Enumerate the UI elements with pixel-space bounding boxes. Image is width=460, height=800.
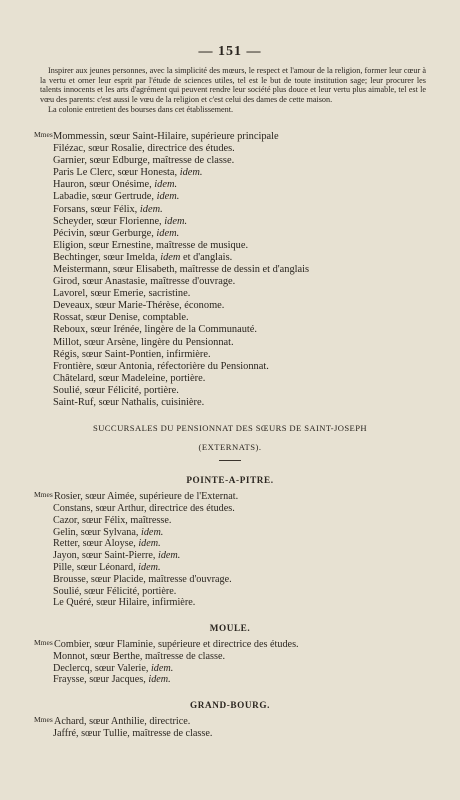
list-item <box>34 397 426 409</box>
title-prefix: Mmes <box>34 715 53 725</box>
entry-text: Scheyder, sœur Florienne, <box>53 215 165 227</box>
list-item <box>34 515 426 527</box>
entry-text: Le Quéré, sœur Hilaire, infirmière. <box>53 597 196 609</box>
list-item <box>34 240 426 252</box>
list-item <box>34 637 426 651</box>
entry-text: Frontière, sœur Antonia, réfectorière du Pensionnat. <box>53 360 269 372</box>
list-item <box>34 651 426 663</box>
entry-text: Pécivin, sœur Gerburge, <box>53 227 157 239</box>
list-item <box>34 361 426 373</box>
colony-note: La colonie entretient des bourses dans cet établissement. <box>48 105 234 115</box>
entry-text: Rosier, sœur Aimée, supérieure de l'Externat. <box>54 491 239 503</box>
list-item <box>34 349 426 361</box>
entry-text: Pille, sœur Léonard, <box>53 561 139 573</box>
entry-text: Cazor, sœur Félix, maîtresse. <box>53 514 172 526</box>
intro-paragraph <box>40 66 426 115</box>
idem-text: idem. <box>164 215 188 227</box>
title-prefix: Mmes <box>34 490 53 500</box>
section-place-heading: POINTE-A-PITRE. <box>186 475 274 486</box>
entry-text: Régis, sœur Saint-Pontien, infirmière. <box>53 348 211 360</box>
list-item <box>34 663 426 675</box>
list-item <box>34 216 426 228</box>
succursales-subheading: (EXTERNATS). <box>198 442 262 453</box>
list-item <box>34 264 426 276</box>
entry-text: Filézac, sœur Rosalie, directrice des études. <box>53 143 235 155</box>
title-prefix: Mmes <box>34 638 53 648</box>
entry-text: Lavorel, sœur Emerie, sacristine. <box>53 288 191 300</box>
entry-text: Jayon, sœur Saint-Pierre, <box>53 550 158 562</box>
list-item <box>34 574 426 586</box>
entry-text: Soulié, sœur Félicité, portière. <box>53 585 177 597</box>
externat-sections <box>34 475 426 740</box>
entry-text: Fraysse, sœur Jacques, <box>53 674 149 686</box>
entry-text: Monnot, sœur Berthe, maîtresse de classe. <box>53 650 226 662</box>
entry-text: Saint-Ruf, sœur Nathalis, cuisinière. <box>53 397 205 409</box>
entry-text: Paris Le Clerc, sœur Honesta, <box>53 167 180 179</box>
list-item <box>34 129 426 143</box>
entry-text: Bechtinger, sœur Imelda, <box>53 251 161 263</box>
title-prefix: Mmes <box>34 129 53 139</box>
entry-text: Soulié, sœur Félicité, portière. <box>53 384 179 396</box>
list-item <box>34 288 426 300</box>
list-item <box>34 143 426 155</box>
entry-text: Millot, sœur Arsène, lingère du Pensionnat. <box>53 336 234 348</box>
entry-text: Forsans, sœur Félix, <box>53 203 140 215</box>
idem-text: idem. <box>156 191 180 203</box>
idem-text: idem. <box>157 550 181 562</box>
list-item <box>34 204 426 216</box>
list-item <box>34 276 426 288</box>
list-item <box>34 300 426 312</box>
list-item <box>34 597 426 609</box>
staff-list <box>34 129 426 409</box>
section-staff-list <box>34 637 426 686</box>
list-item <box>34 550 426 562</box>
idem-text: idem. <box>138 561 161 573</box>
entry-text: Labadie, sœur Gertrude, <box>53 191 157 203</box>
entry-text: Eligion, sœur Ernestine, maîtresse de musique. <box>53 239 249 251</box>
section-staff-list <box>34 714 426 740</box>
divider-rule <box>219 460 241 461</box>
idem-text: idem. <box>141 526 164 538</box>
entry-text: Achard, sœur Anthilie, directrice. <box>54 716 191 728</box>
list-item <box>34 489 426 503</box>
entry-text: Declercq, sœur Valerie, <box>53 662 151 674</box>
entry-text: Mommessin, sœur Saint-Hilaire, supérieure principale <box>53 130 279 142</box>
idem-text: idem. <box>139 203 163 215</box>
list-item <box>34 586 426 598</box>
intro-text: Inspirer aux jeunes personnes, avec la simplicité des mœurs, le respect et l'amour de la religion, former leur cœur à la vertu et orner leur esprit par l'étude de sciences utiles, tel est le but de toute institution sage; leur procurer les talents innocents et les arts d'agrément qui peuvent rendre leur société plus douce et leur vertu plus aimable, tel est le vœu des parents: c'est aussi le vœu de la religion et c'est celui des dames de cette maison. <box>40 66 426 104</box>
entry-text: Châtelard, sœur Madeleine, portière. <box>53 372 206 384</box>
idem-text: idem <box>160 251 181 263</box>
entry-text: Brousse, sœur Placide, maîtresse d'ouvrage. <box>53 573 232 585</box>
entry-text: Jaffré, sœur Tullie, maîtresse de classe. <box>53 728 213 740</box>
list-item <box>34 728 426 740</box>
list-item <box>34 538 426 550</box>
idem-text: idem. <box>150 662 174 674</box>
idem-text: idem. <box>154 179 178 191</box>
idem-text: idem. <box>156 227 180 239</box>
entry-text: Meistermann, sœur Elisabeth, maîtresse de dessin et d'anglais <box>53 264 310 275</box>
list-item <box>34 373 426 385</box>
list-item <box>34 179 426 191</box>
list-item <box>34 252 426 264</box>
list-item <box>34 385 426 397</box>
entry-text: Garnier, sœur Edburge, maîtresse de classe. <box>53 155 235 167</box>
entry-text: Deveaux, sœur Marie-Thérèse, économe. <box>53 300 225 312</box>
list-item <box>34 324 426 336</box>
list-item <box>34 312 426 324</box>
list-item <box>34 167 426 179</box>
page-number: — 151 — <box>198 44 262 59</box>
list-item <box>34 674 426 686</box>
idem-text: idem. <box>138 538 161 550</box>
list-item <box>34 155 426 167</box>
section-staff-list <box>34 489 426 609</box>
list-item <box>34 337 426 349</box>
entry-text: Girod, sœur Anastasie, maîtresse d'ouvrage. <box>53 276 236 288</box>
list-item <box>34 562 426 574</box>
entry-tail: et d'anglais. <box>180 251 233 263</box>
entry-text: Gelin, sœur Sylvana, <box>53 526 141 538</box>
entry-text: Hauron, sœur Onésime, <box>53 179 155 191</box>
entry-text: Combier, sœur Flaminie, supérieure et directrice des études. <box>54 639 299 651</box>
entry-text: Rossat, sœur Denise, comptable. <box>53 312 189 324</box>
entry-text: Retter, sœur Aloyse, <box>53 538 139 550</box>
list-item <box>34 503 426 515</box>
list-item <box>34 527 426 539</box>
entry-text: Reboux, sœur Irénée, lingère de la Communauté. <box>53 324 257 336</box>
list-item <box>34 228 426 240</box>
idem-text: idem. <box>148 674 171 686</box>
entry-text: Constans, sœur Arthur, directrice des études. <box>53 502 235 514</box>
section-place-heading: GRAND-BOURG. <box>190 700 270 711</box>
succursales-heading: SUCCURSALES DU PENSIONNAT DES SŒURS DE SAINT-JOSEPH <box>93 423 367 434</box>
list-item <box>34 714 426 728</box>
list-item <box>34 191 426 203</box>
section-place-heading: MOULE. <box>209 623 251 634</box>
idem-text: idem. <box>179 167 203 179</box>
